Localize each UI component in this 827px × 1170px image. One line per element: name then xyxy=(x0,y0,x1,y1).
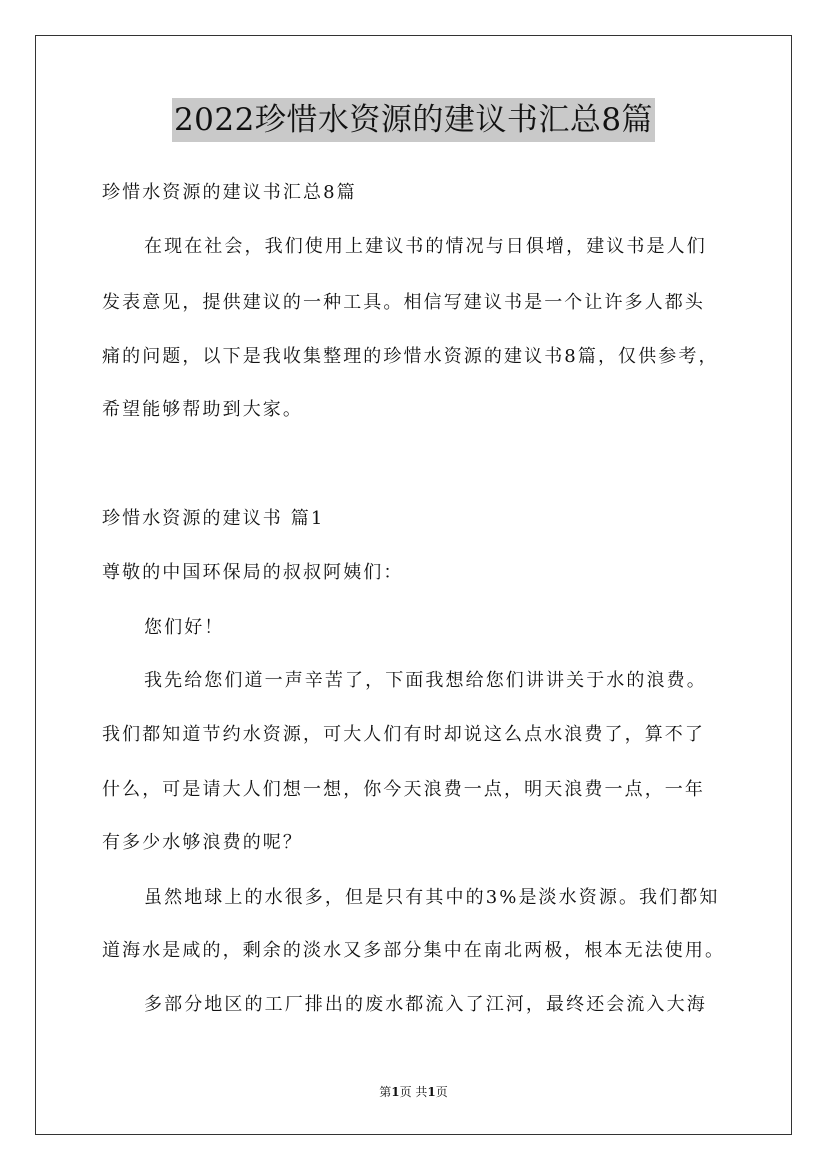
salutation: 尊敬的中国环保局的叔叔阿姨们： xyxy=(102,562,404,583)
title-container xyxy=(0,98,827,142)
body-line-4: 有多少水够浪费的呢？ xyxy=(102,832,303,853)
body-line-1: 我先给您们道一声辛苦了，下面我想给您们讲讲关于水的浪费。 xyxy=(144,670,707,691)
intro-line-2: 发表意见，提供建议的一种工具。相信写建议书是一个让许多人都头 xyxy=(102,292,705,313)
document-title: 2022珍惜水资源的建议书汇总8篇 xyxy=(172,98,655,142)
footer-page-prefix: 第 xyxy=(379,1085,392,1099)
footer-page-mid: 页 共 xyxy=(399,1085,428,1099)
body-line-6: 道海水是咸的，剩余的淡水又多部分集中在南北两极，根本无法使用。 xyxy=(102,940,726,961)
intro-line-1: 在现在社会，我们使用上建议书的情况与日俱增，建议书是人们 xyxy=(144,236,707,257)
body-line-5: 虽然地球上的水很多，但是只有其中的3%是淡水资源。我们都知 xyxy=(144,887,720,908)
body-line-2: 我们都知道节约水资源，可大人们有时却说这么点水浪费了，算不了 xyxy=(102,724,705,745)
intro-line-3: 痛的问题，以下是我收集整理的珍惜水资源的建议书8篇，仅供参考， xyxy=(102,346,719,367)
footer-page-number: 1 xyxy=(391,1085,400,1099)
footer-page-total: 1 xyxy=(427,1085,436,1099)
body-line-3: 什么，可是请大人们想一想，你今天浪费一点，明天浪费一点，一年 xyxy=(102,779,705,800)
section-heading: 珍惜水资源的建议书 篇1 xyxy=(102,508,325,529)
document-subtitle: 珍惜水资源的建议书汇总8篇 xyxy=(102,182,357,203)
intro-line-4: 希望能够帮助到大家。 xyxy=(102,399,303,420)
page-footer xyxy=(0,1083,827,1101)
footer-page-suffix: 页 xyxy=(435,1085,448,1099)
body-line-7: 多部分地区的工厂排出的废水都流入了江河，最终还会流入大海 xyxy=(144,994,707,1015)
greeting: 您们好！ xyxy=(144,617,225,638)
